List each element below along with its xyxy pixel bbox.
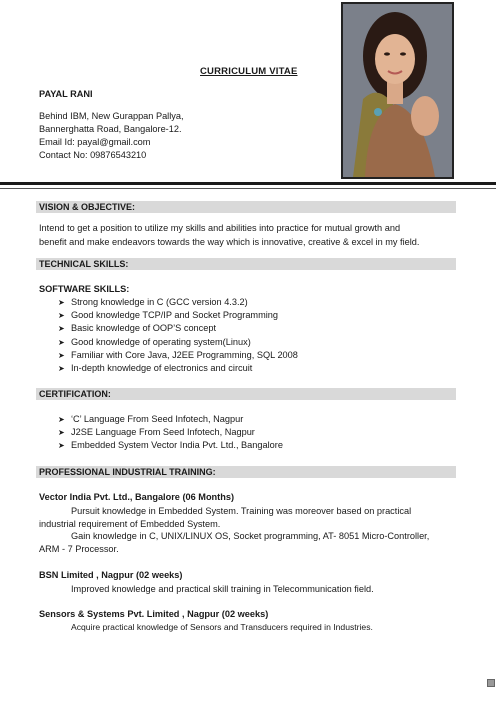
vision-paragraph — [39, 222, 459, 249]
section-heading-training: PROFESSIONAL INDUSTRIAL TRAINING: — [36, 466, 456, 478]
arrow-bullet-icon: ➤ — [58, 415, 65, 424]
list-item: ➤ In-depth knowledge of electronics and circuit — [58, 362, 298, 375]
arrow-bullet-icon: ➤ — [58, 364, 65, 374]
resize-handle-icon[interactable] — [487, 679, 495, 687]
training-company-sensors: Sensors & Systems Pvt. Limited , Nagpur (02 weeks) — [39, 609, 269, 619]
list-item: ➤ Good knowledge TCP/IP and Socket Programming — [58, 309, 298, 322]
section-heading-certification: CERTIFICATION: — [36, 388, 456, 400]
arrow-bullet-icon: ➤ — [58, 350, 65, 360]
arrow-bullet-icon: ➤ — [58, 441, 65, 451]
list-item: ➤ Strong knowledge in C (GCC version 4.3.2) — [58, 296, 298, 309]
list-item: ➤ Basic knowledge of OOP’S concept — [58, 322, 298, 335]
software-skills-heading: SOFTWARE SKILLS: — [39, 284, 130, 294]
address-line-2: Bannerghatta Road, Bangalore-12. — [39, 124, 182, 134]
list-item: ➤ J2SE Language From Seed Infotech, Nagpur — [58, 426, 283, 439]
header-divider-thin — [0, 188, 496, 189]
profile-photo — [341, 2, 454, 179]
training-company-bsn: BSN Limited , Nagpur (02 weeks) — [39, 570, 183, 580]
document-title: CURRICULUM VITAE — [200, 66, 298, 77]
vision-line-1: Intend to get a position to utilize my skills and abilities into practice for mutual growth and — [39, 223, 401, 233]
section-heading-vision: VISION & OBJECTIVE: — [36, 201, 456, 213]
header-divider-thick — [0, 182, 496, 185]
address-line-1: Behind IBM, New Gurappan Pallya, — [39, 111, 184, 121]
arrow-bullet-icon: ➤ — [58, 324, 65, 334]
training-company-vector: Vector India Pvt. Ltd., Bangalore (06 Months) — [39, 492, 235, 502]
training-vector-details: Pursuit knowledge in Embedded System. Training was moreover based on practical industrial requirement of Embedded System. Gain knowledge in C, UNIX/LINUX OS, Socket programming, AT- 8051 Micro-Controller, ARM - 7 Processor. — [39, 506, 430, 554]
training-bsn-details: Improved knowledge and practical skill training in Telecommunication field. — [71, 584, 374, 594]
certification-list — [58, 413, 283, 453]
vision-line-2: benefit and make endeavors towards the way which is innovative, creative & excel in my field. — [39, 236, 420, 247]
candidate-name: PAYAL RANI — [39, 89, 93, 99]
phone-line: Contact No: 09876543210 — [39, 150, 147, 160]
arrow-bullet-icon: ➤ — [58, 428, 65, 438]
list-item: ➤ Familiar with Core Java, J2EE Programming, SQL 2008 — [58, 349, 298, 362]
arrow-bullet-icon: ➤ — [58, 298, 65, 307]
training-sensors-details: Acquire practical knowledge of Sensors and Transducers required in Industries. — [71, 622, 373, 632]
list-item: ➤ Good knowledge of operating system(Linux) — [58, 336, 298, 349]
arrow-bullet-icon: ➤ — [58, 311, 65, 321]
software-skills-list — [58, 296, 298, 375]
arrow-bullet-icon: ➤ — [58, 337, 65, 347]
section-heading-technical: TECHNICAL SKILLS: — [36, 258, 456, 270]
contact-block — [39, 110, 184, 162]
list-item: ➤ Embedded System Vector India Pvt. Ltd., Bangalore — [58, 439, 283, 452]
email-line: Email Id: payal@gmail.com — [39, 137, 151, 147]
list-item: ➤ ‘C’ Language From Seed Infotech, Nagpur — [58, 413, 283, 426]
